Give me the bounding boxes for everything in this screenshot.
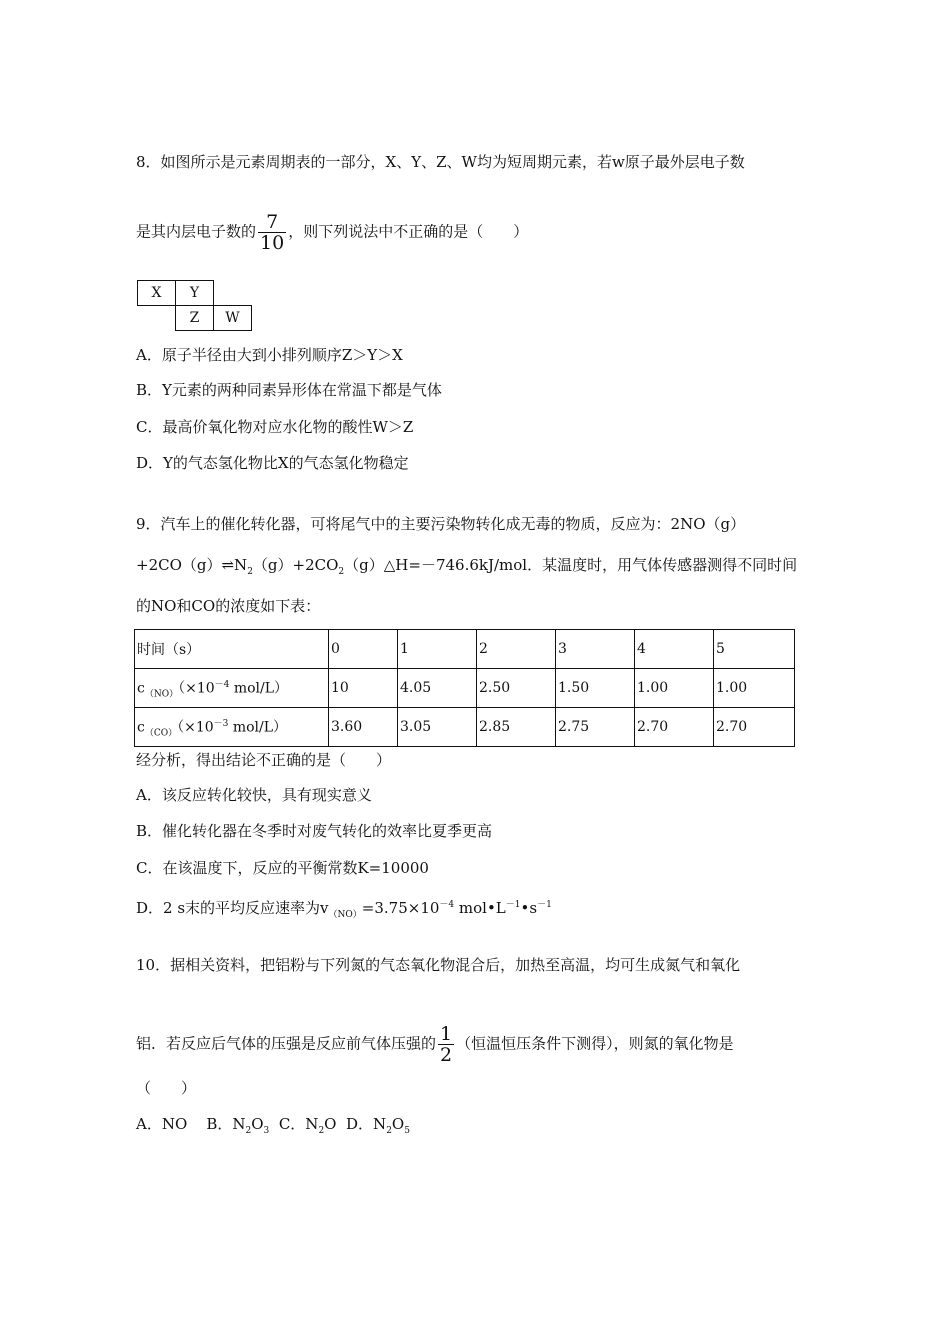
- value-cell: 2.85: [477, 708, 556, 747]
- q9-option-c: C．在该温度下，反应的平衡常数K=10000: [136, 859, 429, 877]
- q9-line2-b: （g）+2CO: [252, 556, 339, 574]
- value-cell: 3.60: [329, 708, 398, 747]
- value-cell: 2.70: [635, 708, 714, 747]
- cell-empty: [138, 306, 176, 331]
- q10-option-c: C．$N_2O$: [278, 1115, 337, 1136]
- q8-line2: [136, 212, 528, 253]
- q10-line2-post: （恒温恒压条件下测得），则氮的氧化物是: [456, 1034, 734, 1053]
- q10-line2-pre: 铝．若反应后气体的压强是反应前气体压强的: [136, 1034, 437, 1053]
- q8-frac-num: 7: [258, 212, 286, 233]
- q10-frac-den: 2: [440, 1044, 453, 1066]
- q10-options: [136, 1114, 410, 1141]
- q10-option-a: A．NO: [136, 1115, 188, 1133]
- q10-line2: [136, 1024, 734, 1065]
- cell-w: W: [214, 306, 252, 331]
- cell-y: Y: [176, 281, 214, 306]
- time-cell: 1: [398, 630, 477, 669]
- value-cell: 10: [329, 669, 398, 708]
- cell-empty: [214, 281, 252, 306]
- q8-option-b: B．Y元素的两种同素异形体在常温下都是气体: [136, 381, 442, 399]
- q9-line2-c: （g）△H=－746.6kJ/mol．某温度时，用气体传感器测得不同时间: [344, 556, 798, 574]
- value-cell: 3.05: [398, 708, 477, 747]
- q8-frac-den: 10: [260, 232, 285, 254]
- q8-line2-pre: 是其内层电子数的: [136, 222, 257, 241]
- header-label: 时间（s）: [135, 630, 329, 669]
- row-label-no: $c_{(NO)}(\times 10^{-4}$ mol/L）: [135, 669, 329, 708]
- table-row: [135, 630, 795, 669]
- q8-fraction: [258, 212, 286, 253]
- time-cell: 4: [635, 630, 714, 669]
- value-cell: 2.70: [714, 708, 795, 747]
- q9-sub: 2: [247, 567, 253, 577]
- time-cell: 2: [477, 630, 556, 669]
- time-cell: 0: [329, 630, 398, 669]
- q10-option-d: D．$N_2O_5$: [346, 1115, 410, 1136]
- table-row: [135, 708, 795, 747]
- cell-x: X: [138, 281, 176, 306]
- q10-option-b: B．$N_2O_3$: [206, 1115, 270, 1136]
- value-cell: 2.50: [477, 669, 556, 708]
- concentration-table: [134, 629, 795, 747]
- q8-line2-post: ，则下列说法中不正确的是（ ）: [288, 222, 529, 241]
- q9-line2-a: +2CO（g）⇌N: [136, 556, 248, 574]
- q10-frac-num: 1: [440, 1023, 453, 1045]
- value-cell: 1.00: [714, 669, 795, 708]
- q9-after-table: 经分析，得出结论不正确的是（ ）: [136, 751, 392, 769]
- table-row: [135, 669, 795, 708]
- periodic-table-fragment: [137, 280, 252, 331]
- q9-line2: [136, 555, 797, 582]
- q9-line3: 的NO和CO的浓度如下表：: [136, 597, 321, 615]
- q10-line3: （ ）: [136, 1079, 197, 1097]
- time-cell: 5: [714, 630, 795, 669]
- q8-line1: 8．如图所示是元素周期表的一部分，X、Y、Z、W均为短周期元素，若w原子最外层电子数: [136, 153, 745, 171]
- q8-option-c: C．最高价氧化物对应水化物的酸性W＞Z: [136, 418, 414, 436]
- value-cell: 4.05: [398, 669, 477, 708]
- q8-option-a: A．原子半径由大到小排列顺序Z＞Y＞X: [136, 346, 403, 364]
- time-cell: 3: [556, 630, 635, 669]
- q10-fraction: [438, 1024, 454, 1065]
- q9-sub: 2: [338, 567, 345, 577]
- cell-z: Z: [176, 306, 214, 331]
- q8-option-d: D．Y的气态氢化物比X的气态氢化物稳定: [136, 454, 409, 472]
- q9-line1: 9．汽车上的催化转化器，可将尾气中的主要污染物转化成无毒的物质，反应为：2NO（g）: [136, 515, 746, 533]
- q10-line1: 10．据相关资料，把铝粉与下列氮的气态氧化物混合后，加热至高温，均可生成氮气和氧化: [136, 956, 741, 974]
- q9-option-a: A．该反应转化较快，具有现实意义: [136, 786, 372, 804]
- q9-option-b: B．催化转化器在冬季时对废气转化的效率比夏季更高: [136, 822, 493, 840]
- row-label-co: $c_{(CO)}(\times 10^{-3}$ mol/L）: [135, 708, 329, 747]
- value-cell: 1.00: [635, 669, 714, 708]
- value-cell: 1.50: [556, 669, 635, 708]
- value-cell: 2.75: [556, 708, 635, 747]
- q9-option-d: D．2 s末的平均反应速率为$v_{(NO)}=3.75\times 10^{-4}$ $mol•L^{-1}•s^{-1}$: [136, 899, 552, 920]
